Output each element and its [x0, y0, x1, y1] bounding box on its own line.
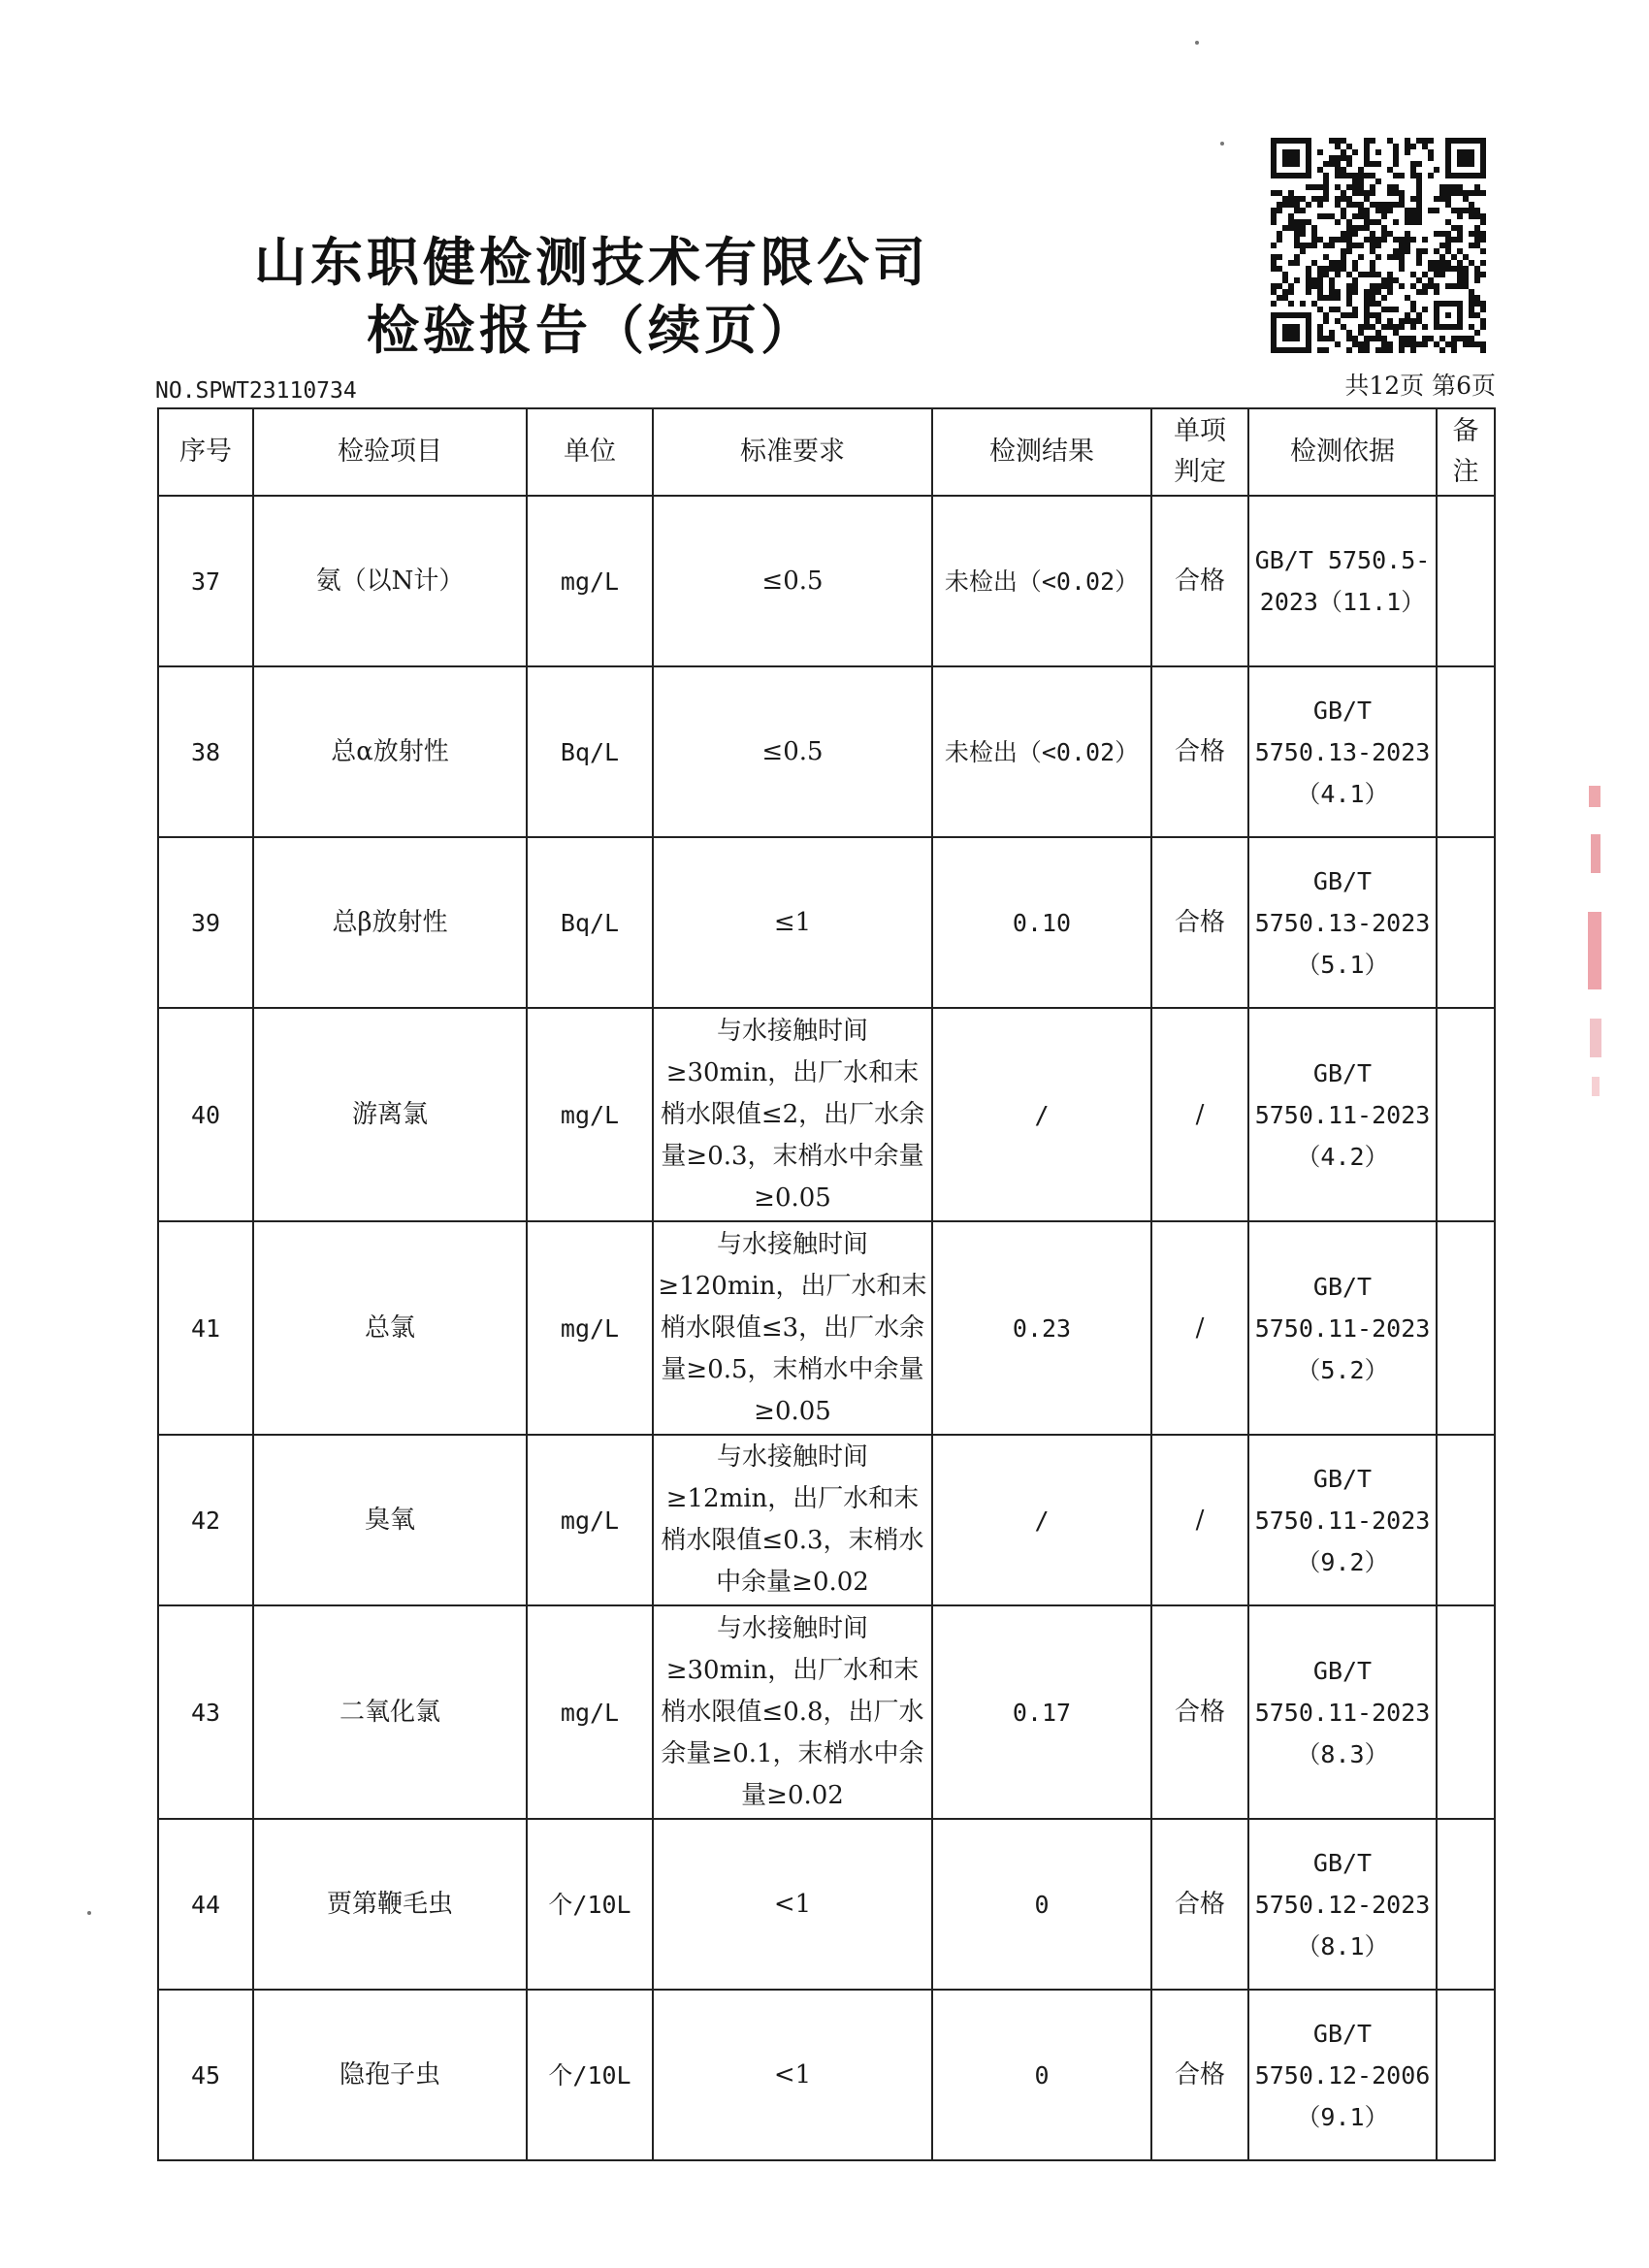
table-row	[158, 496, 1495, 666]
company-name: 山东职健检测技术有限公司	[254, 231, 929, 293]
inspection-item: 总氯	[253, 1221, 527, 1435]
test-basis: GB/T 5750.11-2023（4.2）	[1248, 1008, 1437, 1221]
judgement: 合格	[1151, 496, 1248, 666]
test-basis: GB/T 5750.12-2006（9.1）	[1248, 1990, 1437, 2160]
standard-requirement: 与水接触时间≥120min，出厂水和末梢水限值≤3，出厂水余量≥0.5，末梢水中余量≥0.05	[653, 1221, 932, 1435]
test-basis: GB/T 5750.13-2023（4.1）	[1248, 666, 1437, 837]
scan-speck	[1220, 142, 1224, 146]
unit: mg/L	[527, 1435, 653, 1605]
inspection-item: 贾第鞭毛虫	[253, 1819, 527, 1990]
page-info: 共12页 第6页	[1344, 372, 1496, 400]
table-row	[158, 666, 1495, 837]
test-result: /	[932, 1008, 1151, 1221]
judgement: /	[1151, 1435, 1248, 1605]
test-result: /	[932, 1435, 1151, 1605]
row-number: 38	[158, 666, 253, 837]
judgement: 合格	[1151, 1819, 1248, 1990]
row-number: 42	[158, 1435, 253, 1605]
row-number: 39	[158, 837, 253, 1008]
remark	[1437, 1221, 1495, 1435]
row-number: 41	[158, 1221, 253, 1435]
scan-speck	[87, 1911, 91, 1915]
inspection-item: 氨（以N计）	[253, 496, 527, 666]
test-basis: GB/T 5750.13-2023（5.1）	[1248, 837, 1437, 1008]
standard-requirement: 与水接触时间≥30min，出厂水和末梢水限值≤2，出厂水余量≥0.3，末梢水中余量≥0.05	[653, 1008, 932, 1221]
remark	[1437, 837, 1495, 1008]
unit: mg/L	[527, 1008, 653, 1221]
standard-requirement: ≤0.5	[653, 496, 932, 666]
column-header-no: 序号	[158, 408, 253, 496]
column-header-basis: 检测依据	[1248, 408, 1437, 496]
remark	[1437, 1008, 1495, 1221]
column-header-judgement: 单项判定	[1151, 408, 1248, 496]
inspection-item: 总β放射性	[253, 837, 527, 1008]
unit: mg/L	[527, 1605, 653, 1819]
inspection-table	[157, 407, 1496, 2161]
row-number: 40	[158, 1008, 253, 1221]
table-header-row	[158, 408, 1495, 496]
table-row	[158, 1221, 1495, 1435]
table-row	[158, 1605, 1495, 1819]
unit: Bq/L	[527, 837, 653, 1008]
inspection-item: 隐孢子虫	[253, 1990, 527, 2160]
column-header-requirement: 标准要求	[653, 408, 932, 496]
test-result: 未检出（<0.02）	[932, 496, 1151, 666]
judgement: 合格	[1151, 1990, 1248, 2160]
test-result: 0.23	[932, 1221, 1151, 1435]
document-title: 检验报告（续页）	[367, 299, 817, 361]
inspection-item: 臭氧	[253, 1435, 527, 1605]
seal-stamp-fragment	[1585, 786, 1604, 1106]
table-row	[158, 1435, 1495, 1605]
judgement: 合格	[1151, 837, 1248, 1008]
table-row	[158, 837, 1495, 1008]
row-number: 37	[158, 496, 253, 666]
standard-requirement: <1	[653, 1819, 932, 1990]
qr-code	[1271, 138, 1486, 353]
unit: Bq/L	[527, 666, 653, 837]
table-row	[158, 1990, 1495, 2160]
row-number: 45	[158, 1990, 253, 2160]
test-basis: GB/T 5750.11-2023（8.3）	[1248, 1605, 1437, 1819]
standard-requirement: ≤1	[653, 837, 932, 1008]
unit: 个/10L	[527, 1819, 653, 1990]
table-row	[158, 1008, 1495, 1221]
column-header-unit: 单位	[527, 408, 653, 496]
remark	[1437, 1990, 1495, 2160]
remark	[1437, 1605, 1495, 1819]
test-result: 0	[932, 1990, 1151, 2160]
judgement: 合格	[1151, 666, 1248, 837]
standard-requirement: <1	[653, 1990, 932, 2160]
inspection-item: 总α放射性	[253, 666, 527, 837]
table-row	[158, 1819, 1495, 1990]
judgement: /	[1151, 1221, 1248, 1435]
column-header-remark: 备注	[1437, 408, 1495, 496]
row-number: 43	[158, 1605, 253, 1819]
remark	[1437, 496, 1495, 666]
column-header-item: 检验项目	[253, 408, 527, 496]
inspection-item: 游离氯	[253, 1008, 527, 1221]
test-result: 0.17	[932, 1605, 1151, 1819]
test-basis: GB/T 5750.5-2023（11.1）	[1248, 496, 1437, 666]
test-result: 未检出（<0.02）	[932, 666, 1151, 837]
remark	[1437, 1435, 1495, 1605]
standard-requirement: 与水接触时间≥30min，出厂水和末梢水限值≤0.8，出厂水余量≥0.1，末梢水中余量≥0.02	[653, 1605, 932, 1819]
unit: mg/L	[527, 496, 653, 666]
row-number: 44	[158, 1819, 253, 1990]
inspection-item: 二氧化氯	[253, 1605, 527, 1819]
remark	[1437, 666, 1495, 837]
unit: mg/L	[527, 1221, 653, 1435]
column-header-result: 检测结果	[932, 408, 1151, 496]
test-basis: GB/T 5750.12-2023（8.1）	[1248, 1819, 1437, 1990]
scan-speck	[1195, 41, 1199, 45]
unit: 个/10L	[527, 1990, 653, 2160]
test-basis: GB/T 5750.11-2023（5.2）	[1248, 1221, 1437, 1435]
standard-requirement: 与水接触时间≥12min，出厂水和末梢水限值≤0.3，末梢水中余量≥0.02	[653, 1435, 932, 1605]
test-basis: GB/T 5750.11-2023（9.2）	[1248, 1435, 1437, 1605]
test-result: 0	[932, 1819, 1151, 1990]
test-result: 0.10	[932, 837, 1151, 1008]
standard-requirement: ≤0.5	[653, 666, 932, 837]
judgement: /	[1151, 1008, 1248, 1221]
remark	[1437, 1819, 1495, 1990]
judgement: 合格	[1151, 1605, 1248, 1819]
report-number: NO.SPWT23110734	[155, 378, 357, 404]
